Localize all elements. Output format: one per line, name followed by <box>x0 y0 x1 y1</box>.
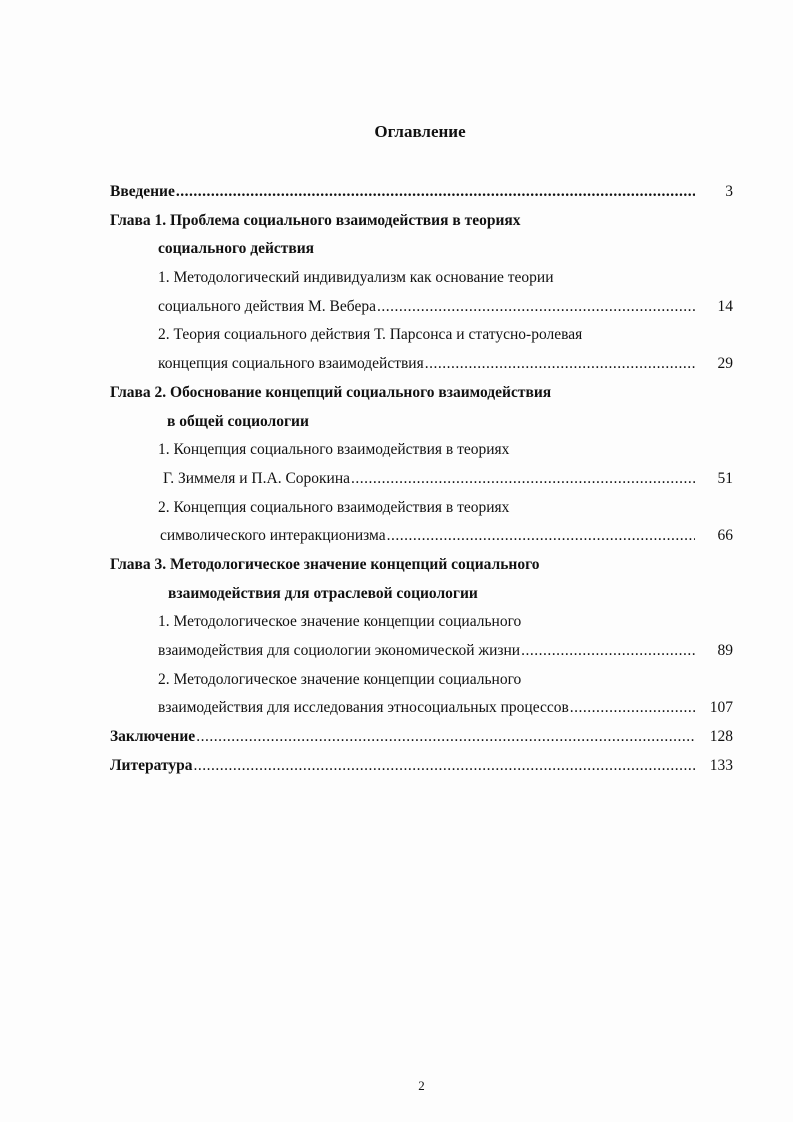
toc-entry-label: Г. Зиммеля и П.А. Сорокина <box>163 469 351 487</box>
dot-leader <box>570 694 695 723</box>
toc-page-number: 66 <box>717 527 733 545</box>
dot-leader <box>193 752 695 781</box>
toc-section-1-1-line1: 1. Методологический индивидуализм как основание теории <box>158 269 554 287</box>
toc-section-2-2 <box>110 522 733 551</box>
toc-chapter-3-heading: Глава 3. Методологическое значение концепций социального <box>110 555 540 573</box>
toc-section-1-2 <box>110 350 733 379</box>
toc-page-number: 128 <box>709 728 733 746</box>
toc-entry-label: Введение <box>110 183 175 200</box>
toc-entry-label: социального действия М. Вебера <box>158 297 376 315</box>
dot-leader <box>351 465 695 494</box>
toc-section-2-1-line1: 1. Концепция социального взаимодействия в теориях <box>158 441 510 459</box>
toc-section-1-1 <box>110 293 733 322</box>
page-number: 2 <box>418 1078 425 1093</box>
toc-chapter-3-heading-cont: взаимодействия для отраслевой социологии <box>168 584 478 602</box>
toc-entry-label: взаимодействия для исследования этносоциальных процессов <box>158 699 569 717</box>
dot-leader <box>521 637 695 666</box>
dot-leader <box>176 178 695 207</box>
toc-section-1-2-line1: 2. Теория социального действия Т. Парсонса и статусно-ролевая <box>158 326 583 344</box>
toc-entry-label: символического интеракционизма <box>160 527 386 545</box>
toc-entry-label: Литература <box>110 756 193 774</box>
toc-page-number: 29 <box>717 355 733 373</box>
toc-entry-label: взаимодействия для социологии экономической жизни <box>158 642 521 659</box>
toc-chapter-2-heading: Глава 2. Обоснование концепций социального взаимодействия <box>110 383 552 401</box>
toc-section-3-2 <box>110 694 733 723</box>
dot-leader <box>377 293 695 322</box>
toc-entry-label: Заключение <box>110 728 196 746</box>
toc-section-3-1-line1: 1. Методологическое значение концепции социального <box>158 613 522 631</box>
table-of-contents <box>110 178 733 780</box>
toc-entry-intro <box>110 178 733 207</box>
toc-chapter-1-heading: Глава 1. Проблема социального взаимодействия в теориях <box>110 211 521 229</box>
toc-section-2-2-line1: 2. Концепция социального взаимодействия в теориях <box>158 498 510 516</box>
dot-leader <box>425 350 695 379</box>
toc-page-number: 3 <box>725 183 733 200</box>
toc-page-number: 107 <box>709 699 733 717</box>
toc-entry-conclusion <box>110 723 733 752</box>
toc-section-2-1 <box>110 465 733 494</box>
toc-chapter-1-heading-cont: социального действия <box>158 240 315 258</box>
toc-chapter-2-heading-cont: в общей социологии <box>167 412 309 430</box>
dot-leader <box>387 522 695 551</box>
toc-section-3-2-line1: 2. Методологическое значение концепции социального <box>158 670 522 688</box>
toc-entry-literature <box>110 752 733 781</box>
toc-entry-label: концепция социального взаимодействия <box>158 355 424 373</box>
page-title: Оглавление <box>374 122 466 141</box>
toc-section-3-1 <box>110 637 733 666</box>
toc-page-number: 14 <box>717 297 733 315</box>
dot-leader <box>196 723 695 752</box>
toc-page-number: 133 <box>709 756 733 774</box>
toc-page-number: 51 <box>717 469 733 487</box>
toc-page-number: 89 <box>717 642 733 659</box>
